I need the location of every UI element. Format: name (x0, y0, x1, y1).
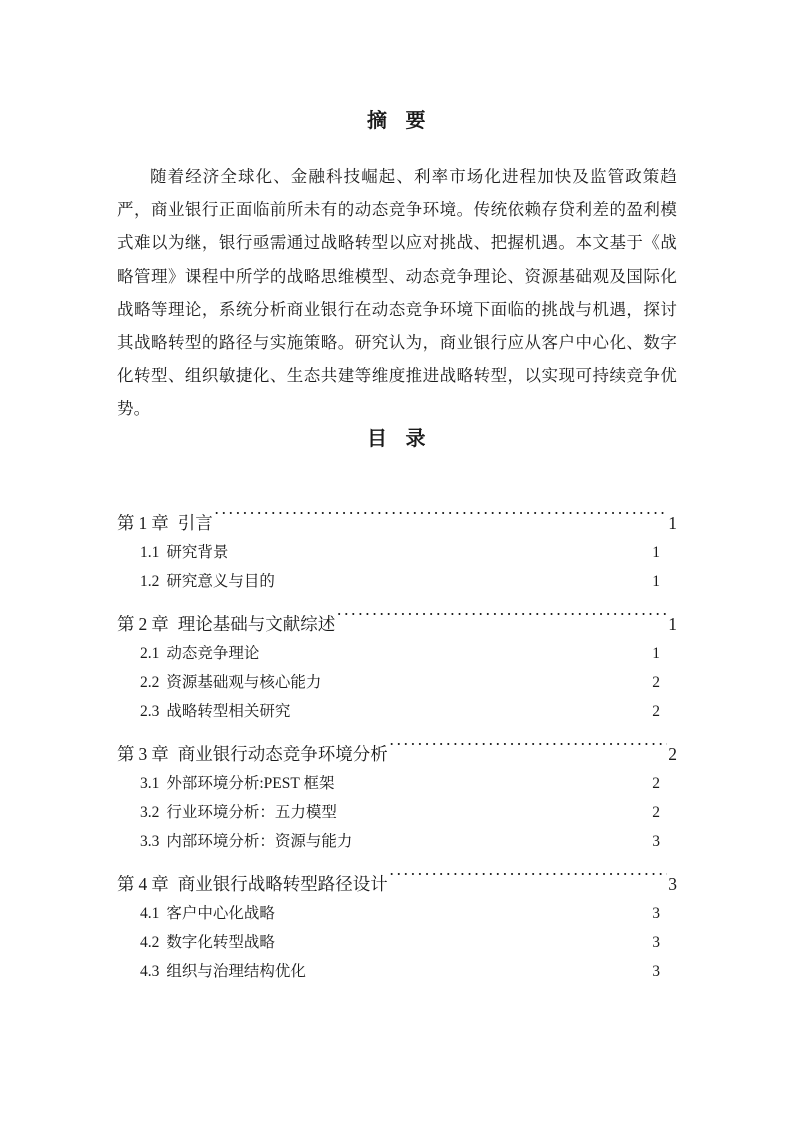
toc-entry-title: 理论基础与文献综述 (177, 614, 336, 634)
toc-entry-title: 资源基础观与核心能力 (166, 674, 322, 691)
toc-entry-title: 研究意义与目的 (166, 573, 275, 590)
toc-page-number: 3 (652, 934, 660, 951)
toc-page-number: 1 (668, 614, 677, 634)
toc-entry-title: 组织与治理结构优化 (166, 963, 306, 980)
toc-section-row[interactable] (140, 538, 660, 567)
toc-dot-leader (335, 773, 651, 789)
toc-chapter-prefix: 第 (117, 614, 135, 634)
toc-section-number: 4.2 (140, 934, 160, 951)
toc-entry-title: 外部环境分析:PEST 框架 (166, 775, 335, 792)
toc-entry-title: 引言 (177, 513, 213, 533)
toc-page-number: 1 (652, 573, 660, 590)
toc-entry-title: 商业银行动态竞争环境分析 (177, 744, 388, 764)
toc-entry-label (140, 827, 352, 856)
toc-page-number: 2 (652, 703, 660, 720)
toc-page-number: 3 (652, 905, 660, 922)
toc-dot-leader (322, 672, 651, 688)
toc-section-number: 3.1 (140, 775, 160, 792)
toc-section-number: 3.3 (140, 833, 160, 850)
toc-section-number: 2.3 (140, 703, 160, 720)
toc-page-number: 3 (668, 874, 677, 894)
toc-section-number: 1.2 (140, 573, 160, 590)
toc-section-row[interactable] (140, 928, 660, 957)
toc-entry-label (140, 899, 275, 928)
toc-entry-label (140, 798, 337, 827)
toc-heading-char-1: 目 (367, 428, 388, 450)
toc-section-number: 2.1 (140, 645, 160, 662)
toc-dot-leader (214, 512, 668, 530)
toc-section-row[interactable] (140, 668, 660, 697)
table-of-contents-list (117, 508, 677, 986)
toc-page-number: 2 (652, 775, 660, 792)
abstract-heading (0, 104, 793, 133)
toc-chapter-gap (117, 726, 677, 739)
toc-chapter-row[interactable] (117, 869, 677, 899)
toc-chapter-prefix: 第 (117, 874, 135, 894)
toc-dot-leader (389, 743, 668, 761)
toc-section-row[interactable] (140, 697, 660, 726)
toc-section-row[interactable] (140, 639, 660, 668)
toc-section-row[interactable] (140, 957, 660, 986)
toc-dot-leader (291, 701, 651, 717)
toc-chapter-prefix: 第 (117, 513, 135, 533)
toc-entry-label (117, 869, 388, 899)
toc-page-number: 2 (668, 744, 677, 764)
toc-section-row[interactable] (140, 899, 660, 928)
toc-dot-leader (353, 831, 651, 847)
toc-entry-title: 动态竞争理论 (166, 645, 260, 662)
toc-page-number: 2 (652, 804, 660, 821)
toc-page-number: 2 (652, 674, 660, 691)
toc-entry-label (140, 697, 290, 726)
toc-page-number: 1 (652, 645, 660, 662)
toc-entry-label (117, 739, 388, 769)
toc-dot-leader (276, 932, 651, 948)
toc-chapter-gap (117, 856, 677, 869)
toc-chapter-row[interactable] (117, 739, 677, 769)
toc-page-number: 3 (652, 833, 660, 850)
toc-section-row[interactable] (140, 769, 660, 798)
toc-chapter-suffix: 章 (151, 614, 169, 634)
toc-entry-title: 研究背景 (166, 544, 229, 561)
toc-entry-label (117, 508, 213, 538)
toc-page-number: 1 (668, 513, 677, 533)
toc-section-number: 4.1 (140, 905, 160, 922)
toc-entry-title: 战略转型相关研究 (166, 703, 291, 720)
toc-page-number: 1 (652, 544, 660, 561)
toc-chapter-number: 1 (138, 513, 148, 533)
toc-chapter-suffix: 章 (151, 513, 169, 533)
toc-entry-label (117, 609, 335, 639)
toc-dot-leader (307, 961, 651, 977)
toc-entry-title: 内部环境分析：资源与能力 (166, 833, 353, 850)
toc-entry-label (140, 928, 275, 957)
toc-section-number: 3.2 (140, 804, 160, 821)
toc-dot-leader (389, 873, 668, 891)
toc-heading-char-2: 录 (405, 428, 426, 450)
toc-chapter-row[interactable] (117, 609, 677, 639)
toc-section-row[interactable] (140, 827, 660, 856)
toc-dot-leader (276, 571, 651, 587)
toc-dot-leader (336, 613, 667, 631)
toc-entry-title: 数字化转型战略 (166, 934, 275, 951)
toc-section-number: 1.1 (140, 544, 160, 561)
toc-chapter-number: 4 (138, 874, 148, 894)
toc-section-row[interactable] (140, 567, 660, 596)
abstract-heading-char-2: 要 (405, 110, 426, 132)
toc-entry-label (140, 957, 306, 986)
toc-chapter-row[interactable] (117, 508, 677, 538)
toc-chapter-suffix: 章 (151, 874, 169, 894)
toc-entry-label (140, 567, 275, 596)
toc-entry-title: 客户中心化战略 (166, 905, 275, 922)
toc-entry-label (140, 769, 334, 798)
toc-dot-leader (229, 542, 651, 558)
toc-entry-label (140, 668, 321, 697)
toc-chapter-suffix: 章 (151, 744, 169, 764)
toc-chapter-number: 3 (138, 744, 148, 764)
toc-entry-title: 行业环境分析：五力模型 (166, 804, 337, 821)
table-of-contents-heading (0, 422, 793, 451)
abstract-body-paragraph: 随着经济全球化、金融科技崛起、利率市场化进程加快及监管政策趋严，商业银行正面临前所未有的动态竞争环境。传统依赖存贷利差的盈利模式难以为继，银行亟需通过战略转型以应对挑战、把握机遇。本文基于《战略管理》课程中所学的战略思维模型、动态竞争理论、资源基础观及国际化战略等理论，系统分析商业银行在动态竞争环境下面临的挑战与机遇，探讨其战略转型的路径与实施策略。研究认为，商业银行应从客户中心化、数字化转型、组织敏捷化、生态共建等维度推进战略转型，以实现可持续竞争优势。 (117, 167, 677, 419)
toc-page-number: 3 (652, 963, 660, 980)
toc-dot-leader (260, 643, 651, 659)
toc-chapter-gap (117, 596, 677, 609)
toc-section-row[interactable] (140, 798, 660, 827)
toc-dot-leader (276, 903, 651, 919)
toc-chapter-prefix: 第 (117, 744, 135, 764)
toc-chapter-number: 2 (138, 614, 148, 634)
abstract-heading-char-1: 摘 (367, 110, 388, 132)
toc-entry-title: 商业银行战略转型路径设计 (177, 874, 388, 894)
toc-section-number: 2.2 (140, 674, 160, 691)
toc-section-number: 4.3 (140, 963, 160, 980)
toc-dot-leader (338, 802, 651, 818)
toc-entry-label (140, 538, 228, 567)
toc-entry-label (140, 639, 259, 668)
